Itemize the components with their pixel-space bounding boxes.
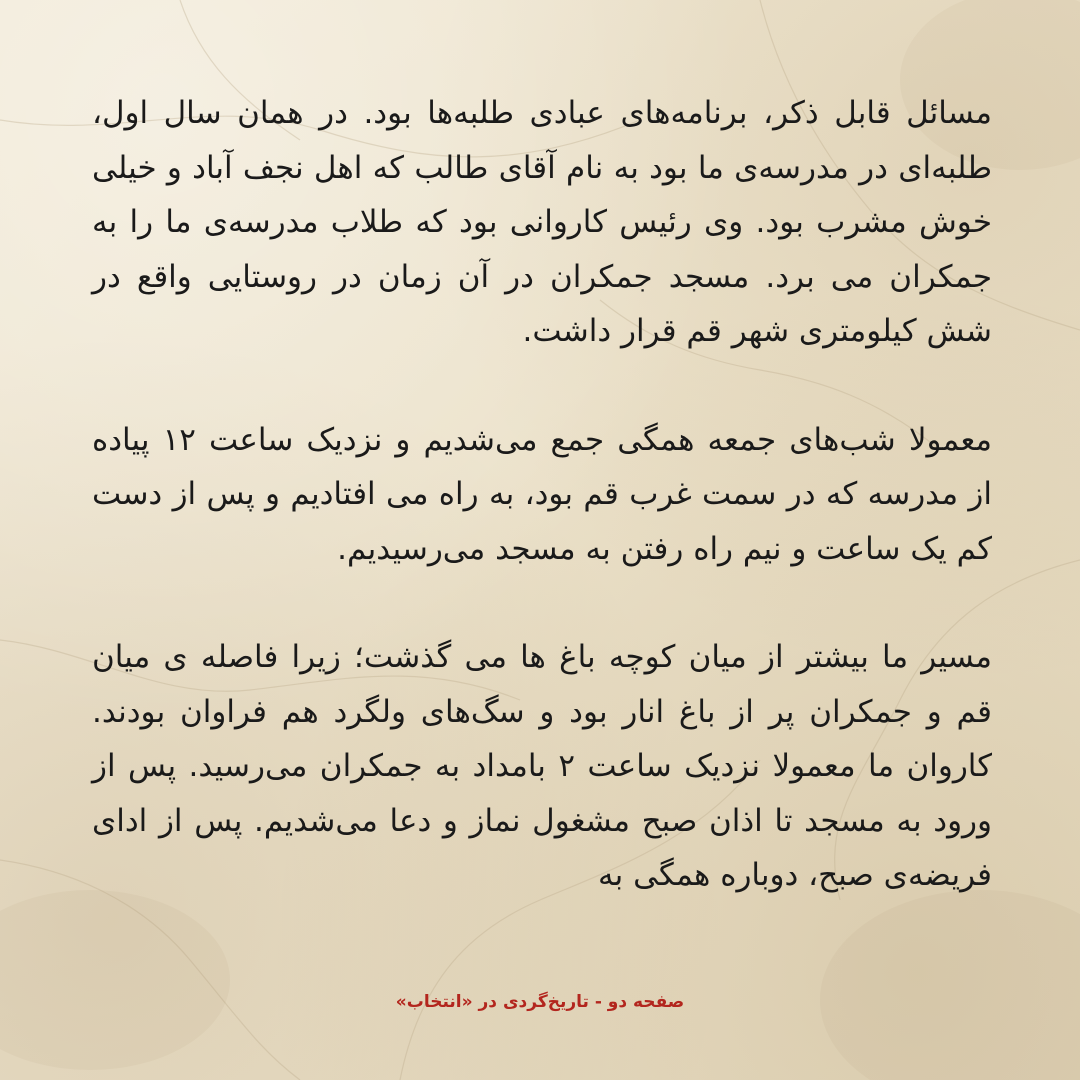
paragraph-3: مسیر ما بیشتر از میان کوچه باغ ها می گذشت؛ زیرا فاصله ی میان قم و جمکران پر از باغ انار بود و سگ‌های ولگرد هم فراوان بودند. کاروان ما معمولا نزدیک ساعت ۲ بامداد به جمکران می‌رسید. پس از ورود به مسجد تا اذان صبح مشغول نماز و دعا می‌شدیم. پس از ادای فریضه‌ی صبح، دوباره همگی به [92, 639, 992, 893]
paragraph-2: معمولا شب‌های جمعه همگی جمع می‌شدیم و نزدیک ساعت ۱۲ پیاده از مدرسه که در سمت غرب قم بود، به راه می افتادیم و پس از دست کم یک ساعت و نیم راه رفتن به مسجد می‌رسیدیم. [92, 421, 993, 567]
article-text [92, 86, 992, 903]
footer-caption: صفحه دو - تاریخ‌گردی در «انتخاب» [395, 992, 685, 1012]
paragraph-1: مسائل قابل ذکر، برنامه‌های عبادی طلبه‌ها بود. در همان سال اول، طلبه‌ای در مدرسه‌ی ما بود به نام آقای طالب که اهل نجف آباد و خیلی خوش مشرب بود. وی رئیس کاروانی بود که طلاب مدرسه‌ی ما را به جمکران می برد. مسجد جمکران در آن زمان در روستایی واقع در شش کیلومتری شهر قم قرار داشت. [92, 95, 992, 349]
